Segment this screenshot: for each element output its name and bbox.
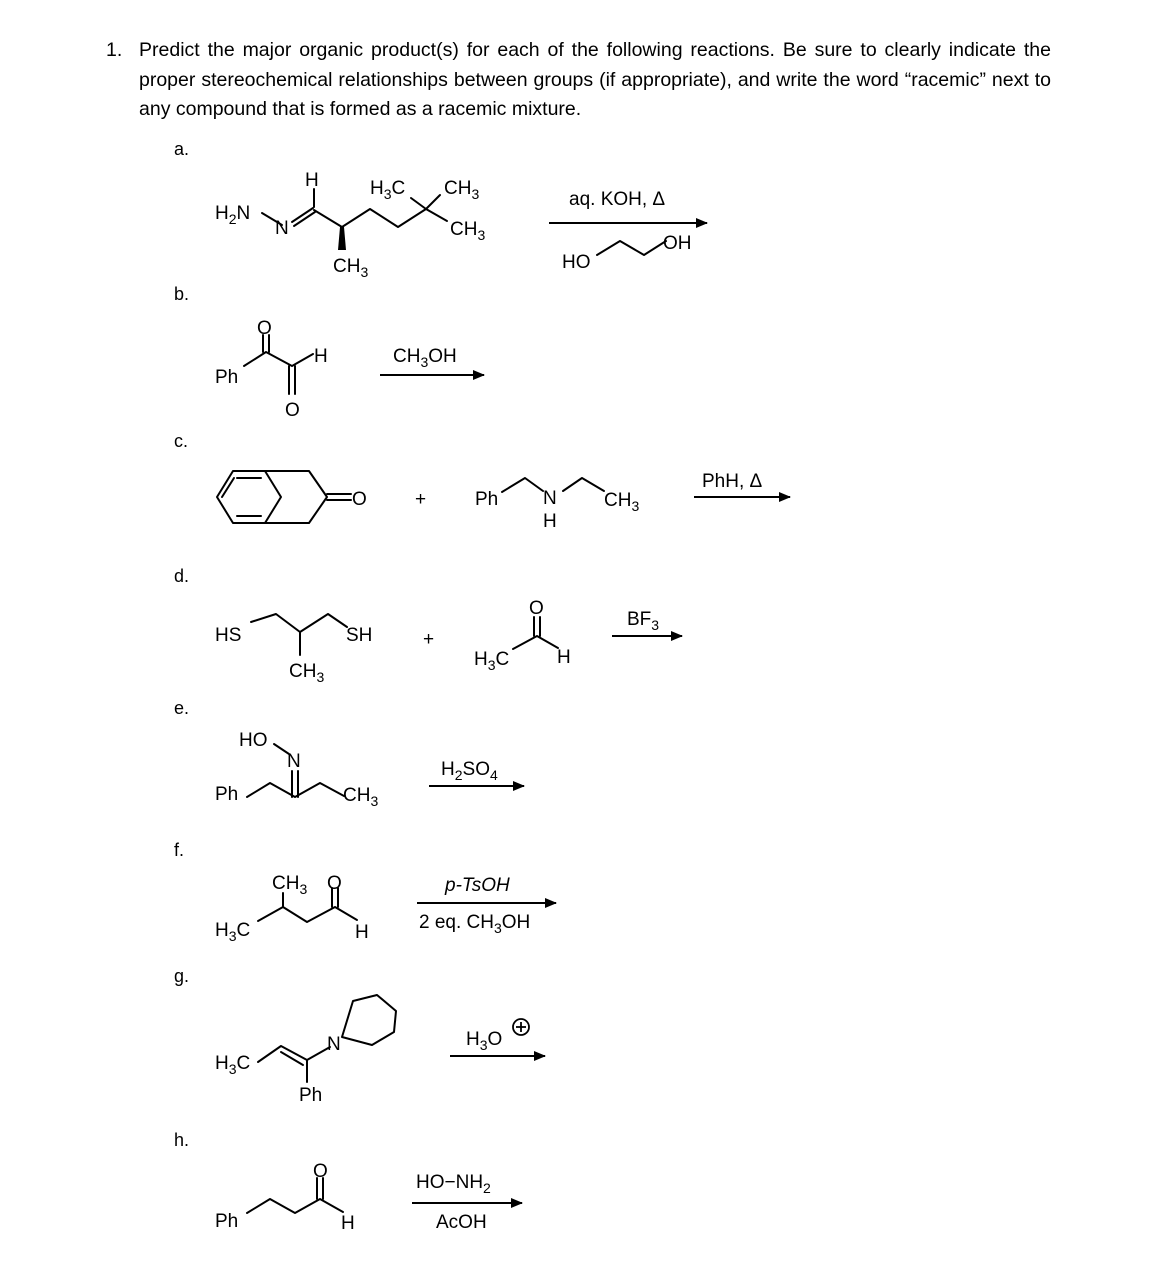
reagent-text: AcOH bbox=[436, 1212, 487, 1233]
plus-sign: + bbox=[415, 489, 427, 510]
atom-label: H bbox=[305, 170, 319, 191]
atom-label: O bbox=[352, 489, 367, 510]
reaction-d bbox=[215, 598, 682, 685]
reagent-text: 2 eq. $CH_3OH$ bbox=[419, 912, 531, 936]
reaction-a bbox=[215, 170, 707, 280]
hydrazone-structure bbox=[215, 170, 485, 280]
atom-label: $CH_3$ bbox=[289, 661, 325, 685]
reagent-text: $H_3O$ bbox=[466, 1029, 503, 1053]
reagent-text: HO bbox=[562, 252, 591, 273]
atom-label: H bbox=[355, 922, 369, 943]
atom-label: $CH_3$ bbox=[272, 873, 308, 897]
reaction-h bbox=[215, 1161, 522, 1234]
atom-label: N bbox=[327, 1034, 341, 1055]
atom-label: $H_3C$ bbox=[474, 649, 510, 673]
amine-structure bbox=[475, 478, 639, 532]
dithiol-structure bbox=[215, 614, 372, 685]
atom-label: O bbox=[327, 873, 342, 894]
indanone-structure bbox=[217, 471, 367, 523]
atom-label: Ph bbox=[215, 784, 239, 805]
reaction-g bbox=[215, 995, 545, 1106]
question-text: Predict the major organic product(s) for each of the following reactions. Be sure to clearly indicate the proper stereochemical relationships between groups (if appropriate), and write the word “racemic” next to any compound that is formed as a racemic mixture. bbox=[139, 39, 1051, 120]
reaction-e bbox=[215, 730, 524, 809]
reaction-c bbox=[217, 471, 790, 532]
ethylene-glycol-chain bbox=[597, 241, 666, 255]
atom-label: O bbox=[257, 318, 272, 339]
part-label-d: d. bbox=[174, 566, 190, 586]
atom-label: O bbox=[313, 1161, 328, 1182]
reaction-f bbox=[215, 873, 556, 944]
reagent-text: $HO-NH_2$ bbox=[416, 1172, 491, 1196]
atom-label: $CH_3$ bbox=[604, 490, 640, 514]
atom-label: N bbox=[543, 488, 557, 509]
atom-label: $CH_3$ bbox=[450, 219, 486, 243]
atom-label: $H_3C$ bbox=[215, 920, 251, 944]
atom-label: $H_3C$ bbox=[215, 1053, 251, 1077]
part-label-h: h. bbox=[174, 1130, 190, 1150]
ketoaldehyde-structure bbox=[215, 318, 328, 421]
atom-label: HS bbox=[215, 625, 242, 646]
part-label-a: a. bbox=[174, 139, 190, 159]
plus-charge-icon bbox=[513, 1019, 529, 1035]
reagent-text: PhH, Δ bbox=[702, 471, 763, 492]
atom-label: $CH_3$ bbox=[333, 256, 369, 280]
reagent-text: $BF_3$ bbox=[627, 609, 660, 633]
atom-label: Ph bbox=[215, 1211, 239, 1232]
atom-label: N bbox=[275, 218, 289, 239]
phenylpropanal-structure bbox=[215, 1161, 355, 1234]
part-label-f: f. bbox=[174, 840, 185, 860]
piperidine-ring bbox=[342, 995, 396, 1045]
wedge-bond bbox=[338, 227, 346, 250]
atom-label: $CH_3$ bbox=[343, 785, 379, 809]
reagent-text: OH bbox=[663, 233, 692, 254]
atom-label: $H_2N$ bbox=[215, 203, 251, 227]
reagent-text: aq. KOH, Δ bbox=[569, 189, 666, 210]
reagent-text: p-TsOH bbox=[445, 875, 510, 896]
acetaldehyde-structure bbox=[474, 598, 571, 673]
part-label-g: g. bbox=[174, 966, 190, 986]
enamine-structure bbox=[215, 995, 396, 1106]
reaction-b bbox=[215, 318, 484, 421]
atom-label: O bbox=[529, 598, 544, 619]
atom-label: N bbox=[287, 751, 301, 772]
atom-label: H bbox=[341, 1213, 355, 1234]
oxime-structure bbox=[215, 730, 378, 809]
atom-label: O bbox=[285, 400, 300, 421]
atom-label: HO bbox=[239, 730, 268, 751]
aldehyde-structure bbox=[215, 873, 369, 944]
atom-label: H bbox=[543, 511, 557, 532]
reagent-text: $H_2SO_4$ bbox=[441, 759, 498, 783]
atom-label: $CH_3$ bbox=[444, 178, 480, 202]
reagent-text: $CH_3OH$ bbox=[393, 346, 457, 370]
atom-label: Ph bbox=[215, 367, 239, 388]
part-label-c: c. bbox=[174, 431, 189, 451]
atom-label: SH bbox=[346, 625, 373, 646]
atom-label: $H_3C$ bbox=[370, 178, 406, 202]
part-label-e: e. bbox=[174, 698, 190, 718]
part-label-b: b. bbox=[174, 284, 190, 304]
plus-sign: + bbox=[423, 629, 435, 650]
atom-label: H bbox=[314, 346, 328, 367]
question-number: 1. bbox=[106, 39, 123, 61]
atom-label: Ph bbox=[299, 1085, 323, 1106]
atom-label: Ph bbox=[475, 489, 499, 510]
atom-label: H bbox=[557, 647, 571, 668]
